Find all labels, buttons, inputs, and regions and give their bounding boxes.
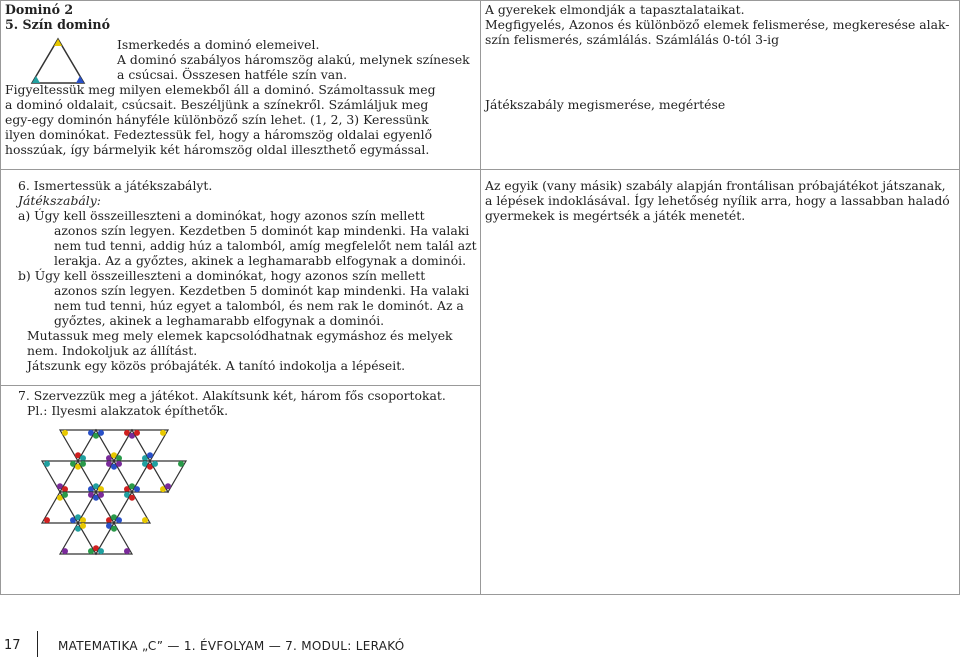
rule-b-line-1: b) Úgy kell összeilleszteni a dominókat, hogy azonos szín mellett (18, 268, 426, 283)
domino-corner-color (160, 430, 166, 436)
footer-separator (37, 631, 38, 657)
footer-title: MATEMATIKA „C” — 1. ÉVFOLYAM — 7. MODUL: LERAKÓ (58, 639, 405, 653)
outcome-line-3: szín felismerés, számlálás. Számlálás 0-tól 3-ig (485, 32, 780, 47)
domino-corner-color (80, 517, 86, 523)
rule-b-line-4: győztes, akinek a leghamarabb elfogynak a dominói. (54, 313, 385, 328)
domino-corner-color (124, 548, 130, 554)
organize-line-1: 7. Szervezzük meg a játékot. Alakítsunk két, három fős csoportokat. (18, 388, 446, 403)
domino-corner-color (44, 461, 50, 467)
page-number: 17 (4, 638, 21, 653)
rule-b-line-3: nem tud tenni, húz egyet a talomból, és nem rak le dominót. Az a (54, 298, 464, 313)
domino-corner-color (134, 486, 140, 492)
rule-a-line-2: azonos szín legyen. Kezdetben 5 dominót kap mindenki. Ha valaki (54, 223, 470, 238)
table-border-bottom (0, 594, 960, 595)
intro-line-8: hosszúak, így bármelyik két háromszög oldal illeszthető egymással. (5, 142, 430, 157)
domino-corner-color (62, 492, 68, 498)
activity-line-2: a lépések indoklásával. Így lehetőség nyílik arra, hogy a lassabban haladó (485, 193, 950, 208)
domino-corner-color (62, 548, 68, 554)
outcome-rule-understanding: Játékszabály megismerése, megértése (485, 97, 726, 112)
connect-line-2: nem. Indokoljuk az állítást. (27, 343, 198, 358)
domino-corner-color (165, 483, 171, 489)
domino-corner-color (111, 526, 117, 532)
intro-line-2: A dominó szabályos háromszög alakú, melynek színesek (117, 52, 470, 67)
domino-corner-color (116, 455, 122, 461)
domino-corner-color (98, 492, 104, 498)
trial-game-line: Játszunk egy közös próbajáték. A tanító indokolja a lépéseit. (27, 358, 406, 373)
domino-corner-color (147, 452, 153, 458)
domino-corner-color (152, 461, 158, 467)
rule-a-line-4: lerakja. Az a győztes, akinek a leghamarabb elfogynak a dominói. (54, 253, 467, 268)
domino-corner-color (98, 548, 104, 554)
domino-corner-color (116, 517, 122, 523)
organize-line-2: Pl.: Ilyesmi alakzatok építhetők. (27, 403, 229, 418)
column-divider (480, 0, 481, 594)
rule-b-line-2: azonos szín legyen. Kezdetben 5 dominót kap mindenki. Ha valaki (54, 283, 470, 298)
rule-a-line-1: a) Úgy kell összeilleszteni a dominókat, hogy azonos szín mellett (18, 208, 425, 223)
rules-heading: 6. Ismertessük a játékszabályt. (18, 178, 213, 193)
domino-corner-color (134, 430, 140, 436)
domino-corner-color (142, 517, 148, 523)
domino-corner-color (62, 430, 68, 436)
rules-label: Játékszabály: (18, 193, 101, 208)
domino-corner-color (80, 523, 86, 529)
intro-line-1: Ismerkedés a dominó elemeivel. (117, 37, 320, 52)
activity-line-1: Az egyik (vany másik) szabály alapján frontálisan próbajátékot játszanak, (485, 178, 946, 193)
intro-line-3: a csúcsai. Összesen hatféle szín van. (117, 67, 348, 82)
intro-line-5: a dominó oldalait, csúcsait. Beszéljünk a színekről. Számláljuk meg (5, 97, 429, 112)
connect-line-1: Mutassuk meg mely elemek kapcsolódhatnak egymáshoz és melyek (27, 328, 453, 343)
outcome-line-2: Megfigyelés, Azonos és különböző elemek felismerése, megkeresése alak- (485, 17, 950, 32)
domino-corner-color (44, 517, 50, 523)
domino-corner-color (98, 486, 104, 492)
outcome-line-1: A gyerekek elmondják a tapasztalataikat. (485, 2, 745, 17)
intro-line-6: egy-egy dominón hányféle különböző szín lehet. (1, 2, 3) Keressünk (5, 112, 429, 127)
page-footer (0, 631, 960, 657)
domino-corner-color (129, 495, 135, 501)
domino-corner-color (98, 430, 104, 436)
domino-corner-color (116, 461, 122, 467)
domino-corner-color (80, 461, 86, 467)
domino-corner-color (80, 455, 86, 461)
row-divider-2 (0, 385, 480, 386)
domino-corner-color (178, 461, 184, 467)
intro-line-4: Figyeltessük meg milyen elemekből áll a dominó. Számoltassuk meg (5, 82, 436, 97)
activity-line-3: gyermekek is megértsék a játék menetét. (485, 208, 746, 223)
domino-arrangement-figure (30, 424, 200, 574)
table-border-left (0, 0, 1, 594)
rule-a-line-3: nem tud tenni, addig húz a talomból, amíg megfelelőt nem talál azt (54, 238, 477, 253)
domino-example-figure (28, 37, 88, 85)
section-title: 5. Szín dominó (5, 17, 110, 32)
domino-corner-color (62, 486, 68, 492)
intro-line-7: ilyen dominókat. Fedeztessük fel, hogy a háromszög oldalai egyenlő (5, 127, 433, 142)
module-title: Dominó 2 (5, 2, 74, 17)
